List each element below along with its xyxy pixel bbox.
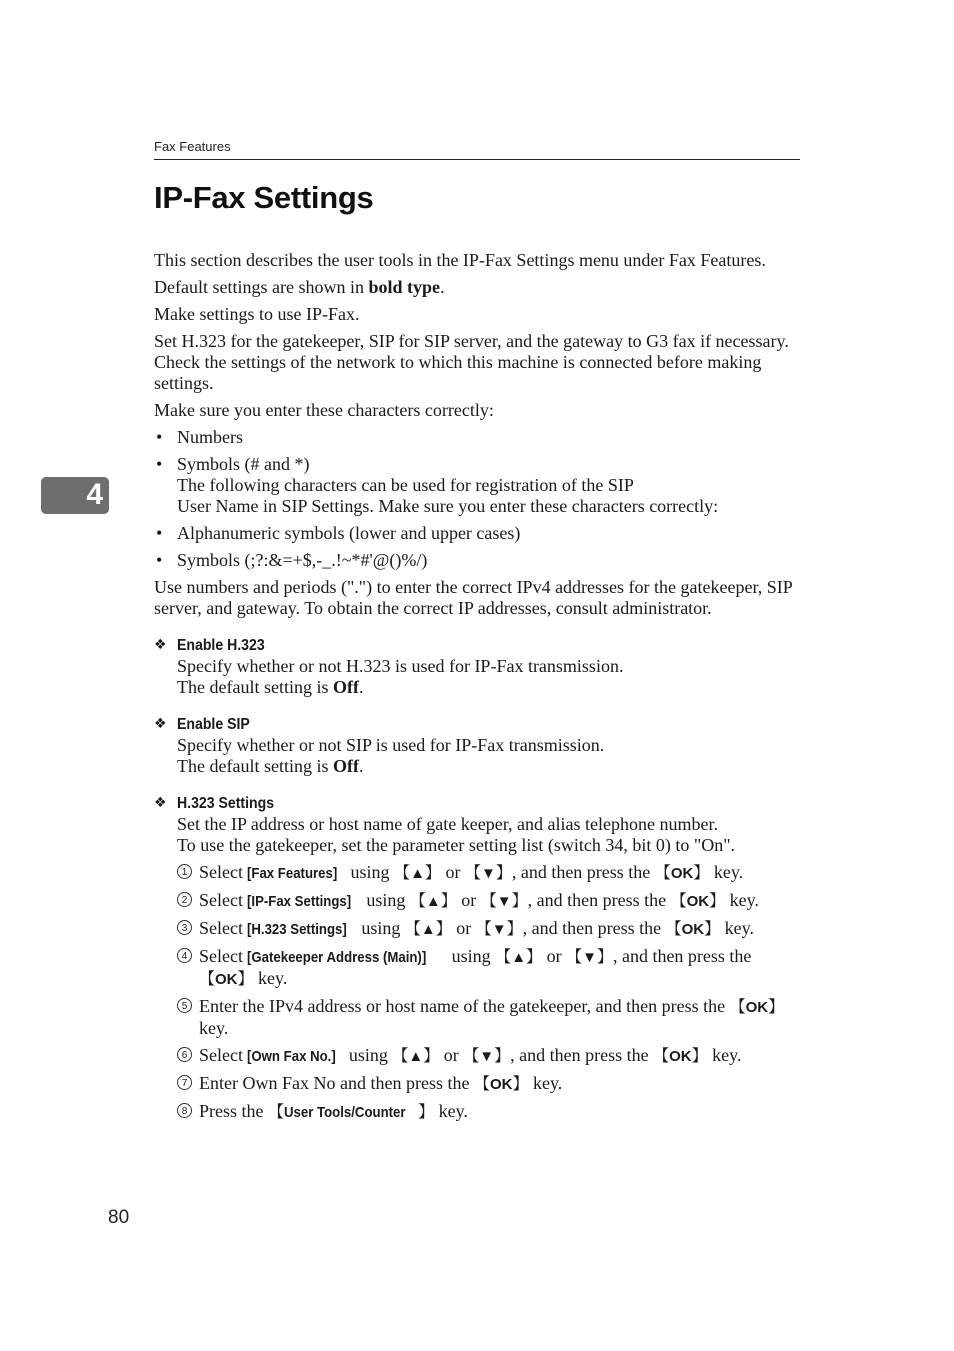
user-tools-counter-label: User Tools/Counter [284,1104,406,1121]
up-arrow-key [394,865,441,882]
step-text: using [361,890,410,910]
step-text: Select [199,1045,248,1065]
chapter-number: 4 [86,478,103,511]
down-arrow-key [465,865,512,882]
step-text: using [344,1045,393,1065]
key-bracket: 【 [665,919,682,938]
step-text: , and then press the [612,946,752,966]
ok-key-label: OK [670,865,694,882]
default-setting-line [177,756,800,777]
step-text: key. [253,968,288,988]
step-text: , and then press the [511,862,655,882]
key-bracket: 【 [404,919,421,938]
step-text: key. [434,1101,468,1121]
key-bracket: 【 [729,997,746,1016]
down-arrow-key [476,921,523,938]
character-list [154,427,800,571]
step-item [177,862,800,884]
section-heading [154,793,800,814]
step-item [177,918,800,940]
menu-item-own-fax-no: [Own Fax No.] [247,1048,337,1065]
section-heading [154,635,800,656]
ok-key-label: OK [686,893,710,910]
page-title: IP-Fax Settings [154,180,374,215]
step-number: 4 [177,948,192,963]
step-text: using [356,918,405,938]
step-text: key. [199,1018,229,1038]
step-text: , and then press the [510,1045,654,1065]
make-settings-paragraph: Make settings to use IP-Fax. [154,304,360,324]
step-number: 1 [177,864,192,879]
key-bracket: 【 [199,969,216,988]
step-text: using [346,862,395,882]
list-item [154,427,800,448]
key-bracket: 【 [495,947,512,966]
list-item [154,454,800,517]
key-bracket: 】 [440,891,457,910]
key-bracket: 】 [526,947,543,966]
key-bracket: 【 [394,863,411,882]
default-note [154,277,800,298]
key-bracket: 】 [495,863,512,882]
diamond-bullet-icon: ❖ [154,637,167,653]
step-text: Press the [199,1101,268,1121]
step-item [177,996,800,1039]
down-arrow-key [566,949,613,966]
step-number: 7 [177,1075,192,1090]
ok-key [655,865,710,882]
key-bracket: 】 [423,1046,440,1065]
up-arrow-icon: ▲ [511,949,527,966]
key-bracket: 【 [463,1046,480,1065]
page-body [154,250,800,1129]
default-setting-value: Off [332,756,359,776]
step-text: Select [199,918,248,938]
down-arrow-icon: ▼ [491,921,507,938]
step-text: key. [720,918,754,938]
section-description: Specify whether or not SIP is used for IP-Fax transmission. [177,735,605,755]
section-description: Specify whether or not H.323 is used for IP-Fax transmission. [177,656,624,676]
key-bracket: 【 [566,947,583,966]
step-item [177,1101,800,1123]
section-heading-text: Enable SIP [177,716,250,733]
step-text: key. [707,1045,742,1065]
down-arrow-icon: ▼ [480,865,496,882]
key-bracket: 】 [512,1074,529,1093]
section-heading-text: Enable H.323 [177,637,265,654]
key-bracket: 【 [480,891,497,910]
default-setting-end: . [358,756,364,776]
up-arrow-icon: ▲ [420,921,436,938]
diamond-bullet-icon: ❖ [154,795,167,811]
up-arrow-icon: ▲ [425,893,441,910]
default-note-end: . [439,277,445,297]
key-bracket: 】 [237,969,254,988]
step-text: Select [199,946,248,966]
step-text: , and then press the [522,918,666,938]
step-number: 6 [177,1047,192,1062]
characters-paragraph: Make sure you enter these characters correctly: [154,400,494,420]
step-text: key. [528,1073,563,1093]
key-bracket: 【 [653,1046,670,1065]
key-bracket: 】 [693,863,710,882]
list-item-subtext: User Name in SIP Settings. Make sure you enter these characters correctly: [177,496,719,516]
key-bracket: 】 [511,891,528,910]
key-bracket: 【 [670,891,687,910]
list-item-text: Alphanumeric symbols (lower and upper cases) [177,523,521,543]
key-bracket: 【 [654,863,671,882]
default-setting-value: Off [332,677,359,697]
menu-item-gatekeeper-address: [Gatekeeper Address (Main)] [247,949,427,966]
intro-paragraph: This section describes the user tools in the IP-Fax Settings menu under Fax Features. [154,250,766,270]
list-item-text: Symbols (;?:&=+$,-_.!~*#'@()%/) [177,550,428,570]
section-heading-text: H.323 Settings [177,795,275,812]
diamond-bullet-icon: ❖ [154,716,167,732]
key-bracket: 】 [691,1046,708,1065]
section-h323-settings [154,793,800,1123]
down-arrow-icon: ▼ [582,949,597,966]
step-number: 5 [177,998,192,1013]
default-setting-label: The default setting is [177,756,333,776]
up-arrow-key [410,893,457,910]
step-text: , and then press the [527,890,671,910]
key-bracket: 【 [268,1102,285,1121]
ok-key [199,971,254,988]
page-number: 80 [108,1207,130,1228]
key-bracket: 】 [435,919,452,938]
down-arrow-key [481,893,528,910]
ok-key-label: OK [745,999,769,1016]
step-text: using [447,946,496,966]
step-number: 2 [177,892,192,907]
step-text: or [451,918,476,938]
ip-address-paragraph: Use numbers and periods (".") to enter the correct IPv4 addresses for the gatekeeper, SIP server, and gateway. To obtain the correct IP addresses, consult administrator. [154,577,793,618]
down-arrow-icon: ▼ [479,1048,495,1065]
section-body [154,656,800,698]
gatekeeper-paragraph: Set H.323 for the gatekeeper, SIP for SIP server, and the gateway to G3 fax if necessary. Check the settings of the network to which this machine is connected before making settings. [154,331,789,393]
step-number: 3 [177,920,192,935]
up-arrow-icon: ▲ [410,865,425,882]
procedure-steps [154,862,800,1123]
menu-item-h323-settings: [H.323 Settings] [247,921,348,938]
key-bracket: 【 [464,863,481,882]
up-arrow-key [392,1048,439,1065]
user-tools-counter-key [268,1104,434,1121]
default-note-text: Default settings are shown in [154,277,369,297]
ok-key [666,921,721,938]
step-text: key. [709,862,744,882]
default-setting-end: . [358,677,364,697]
section-body [154,735,800,777]
key-bracket: 】 [506,919,523,938]
key-bracket: 】 [768,997,785,1016]
ok-key-label: OK [669,1048,692,1065]
bold-type-label: bold type [368,277,440,297]
section-heading [154,714,800,735]
step-text: or [439,1045,464,1065]
section-enable-sip [154,714,800,777]
ok-key [653,1048,708,1065]
key-bracket: 】 [704,919,721,938]
section-description: To use the gatekeeper, set the parameter setting list (switch 34, bit 0) to "On". [177,835,736,855]
menu-item-ip-fax-settings: [IP-Fax Settings] [247,893,352,910]
ok-key [671,893,726,910]
key-bracket: 【 [473,1074,490,1093]
key-bracket: 】 [418,1102,435,1121]
step-text: or [456,890,481,910]
down-arrow-key [463,1048,510,1065]
ok-key-label: OK [215,971,238,988]
chapter-tab [41,477,109,514]
ok-key-label: OK [489,1076,513,1093]
up-arrow-key [405,921,452,938]
list-item-text: • Symbols (# and *) [177,454,310,474]
up-arrow-key [495,949,542,966]
ok-key-label: OK [681,921,705,938]
ok-key [730,999,785,1016]
step-text: key. [725,890,759,910]
default-setting-label: The default setting is [177,677,333,697]
list-item [154,550,800,571]
step-item [177,890,800,912]
list-item-text: Numbers [177,427,243,447]
key-bracket: 】 [596,947,613,966]
step-text: or [440,862,465,882]
section-body [154,814,800,856]
key-bracket: 】 [709,891,726,910]
up-arrow-icon: ▲ [408,1048,424,1065]
key-bracket: 【 [392,1046,409,1065]
step-text: Enter Own Fax No and then press the [199,1073,474,1093]
step-number: 8 [177,1103,192,1118]
step-item [177,1045,800,1067]
step-text: Enter the IPv4 address or host name of the gatekeeper, and then press the [199,996,730,1016]
section-description: Set the IP address or host name of gate keeper, and alias telephone number. [177,814,718,834]
down-arrow-icon: ▼ [496,893,512,910]
list-item-subtext: The following characters can be used for registration of the SIP [177,475,634,495]
step-text: or [542,946,567,966]
section-enable-h323 [154,635,800,698]
step-text: Select [199,890,248,910]
step-item [177,946,800,990]
default-setting-line [177,677,800,698]
ok-key [474,1076,529,1093]
list-item [154,523,800,544]
step-text: Select [199,862,248,882]
menu-item-fax-features: [Fax Features] [247,865,338,882]
key-bracket: 【 [475,919,492,938]
key-bracket: 【 [409,891,426,910]
running-header: Fax Features [154,139,800,160]
key-bracket: 】 [424,863,441,882]
step-item [177,1073,800,1095]
key-bracket: 】 [494,1046,511,1065]
